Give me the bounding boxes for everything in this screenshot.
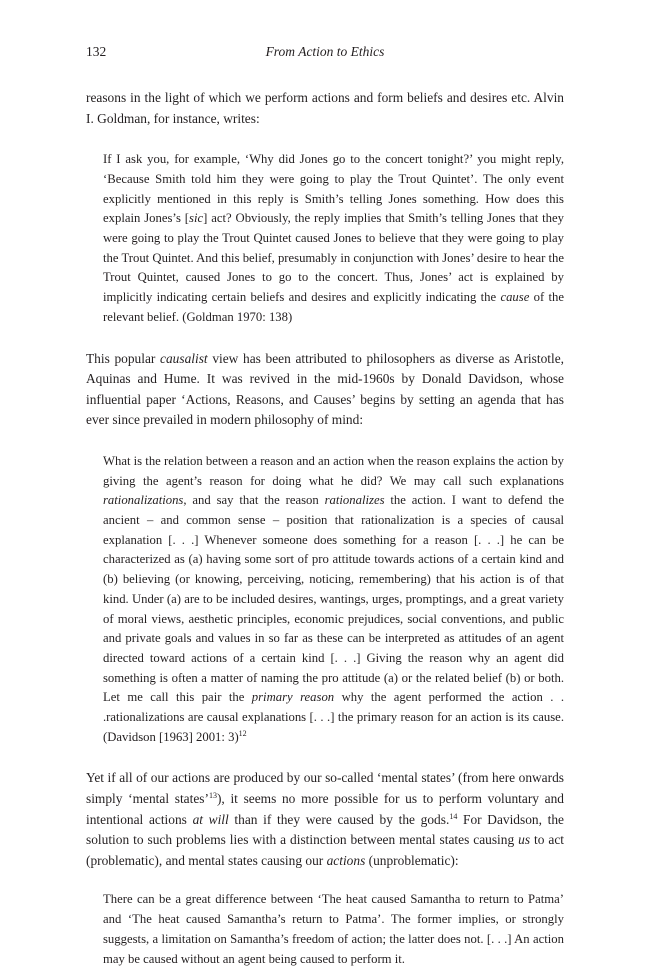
text-run: view has been attributed to philosophers as diverse as Aristotle, Aquinas and Hume. It was revived in the mid-1960s by Donald Davidson, whose influential paper ‘Actions, Reasons, and Causes’ begins by setting an agenda that has ever since prevailed in modern philosophy of mind: [86, 350, 565, 428]
paragraph-mental-states [86, 768, 564, 871]
italic-text: us [518, 832, 531, 848]
running-head: From Action to Ethics [265, 44, 385, 59]
text-run: of the relevant belief. (Goldman 1970: 138) [103, 290, 564, 324]
quote-text [103, 452, 564, 748]
body-text [86, 88, 564, 969]
block-quote-davidson [103, 452, 564, 748]
quote-text [103, 150, 564, 327]
text-run: ), it seems no more possible for us to perform voluntary and intentional actions [86, 791, 565, 827]
paragraph-intro [86, 88, 564, 129]
text-run: There can be a great difference between ‘The heat caused Samantha to return to Patma’ and ‘The heat caused Samantha’s return to Patma’. The former implies, or strongly suggests, a limitation on Samantha’s freedom of action; the latter does not. [. . .] An action may be caused without an agent being caused to perform it. [103, 892, 564, 966]
block-quote-goldman [103, 150, 564, 327]
text-run: reasons in the light of which we perform actions and form beliefs and desires etc. Alvin I. Goldman, for instance, writes: [86, 90, 564, 126]
footnote-marker: 14 [449, 811, 458, 821]
italic-text: cause [500, 290, 530, 305]
italic-text: rationalizes [324, 493, 385, 508]
page-number: 132 [86, 44, 107, 59]
text-run: ] act? Obviously, the reply implies that Smith’s telling Jones that they were going to play the Trout Quintet caused Jones to believe that they were going to play the Trout Quintet. And this belief, presumably in conjunction with Jones’ desire to hear the Trout Quintet, caused Jones to go to the concert. Thus, Jones’ act is explained by implicitly indicating certain beliefs and desires and explicitly indicating the [103, 211, 564, 305]
paragraph-causalist [86, 349, 564, 431]
quote-text [103, 890, 564, 969]
footnote-marker: 12 [238, 728, 247, 738]
text-run: For Davidson, the solution to such problems lies with a distinction between mental states causing [86, 811, 564, 848]
text-run: than if they were caused by the gods. [228, 811, 450, 827]
block-quote-samantha [103, 890, 564, 969]
page-header [86, 44, 564, 66]
italic-text: sic [189, 211, 204, 226]
text-run: If I ask you, for example, ‘Why did Jones go to the concert tonight?’ you might reply, ‘Because Smith told him they were going to play the Trout Quintet’. The only event explicitly mentioned in this reply is Smith’s telling Jones something. How does this explain Jones’s [ [103, 152, 564, 226]
text-run: Yet if all of our actions are produced by our so-called ‘mental states’ (from here onwards simply ‘mental states’ [86, 770, 564, 807]
text-run: (unproblematic): [365, 852, 459, 868]
text-run: This popular [86, 350, 161, 366]
text-run: to act (problematic), and mental states causing our [86, 832, 564, 868]
italic-text: rationalizations [103, 493, 184, 508]
italic-text: at will [192, 811, 229, 827]
italic-text: actions [326, 852, 366, 868]
text-run: , and say that the reason [183, 493, 325, 508]
text-run: the action. I want to defend the ancient – and common sense – position that rationalization is a species of causal explanation [. . .] Whenever someone does something for a reason [. . .] he can be characterized as (a) having some sort of pro attitude towards actions of a certain kind and (b) believing (or knowing, perceiving, noticing, remembering) that his action is of that kind. Under (a) are to be included desires, wantings, urges, promptings, and a great variety of moral views, aesthetic principles, economic prejudices, social conventions, and public and private goals and values in so far as these can be interpreted as attitudes of an agent directed toward actions of a certain kind [. . .] Giving the reason why an agent did something is often a matter of naming the pro attitude (a) or the related belief (b) or both. Let me call this pair the [103, 493, 564, 705]
text-run: What is the relation between a reason and an action when the reason explains the action by giving the agent’s reason for doing what he did? We may call such explanations [103, 453, 564, 488]
italic-text: primary reason [251, 690, 335, 705]
text-run: why the agent performed the action . . .rationalizations are causal explanations [. . .] the primary reason for an action is its cause. (Davidson [1963] 2001: 3) [103, 690, 564, 744]
footnote-marker: 13 [208, 791, 217, 801]
italic-text: causalist [160, 350, 208, 366]
